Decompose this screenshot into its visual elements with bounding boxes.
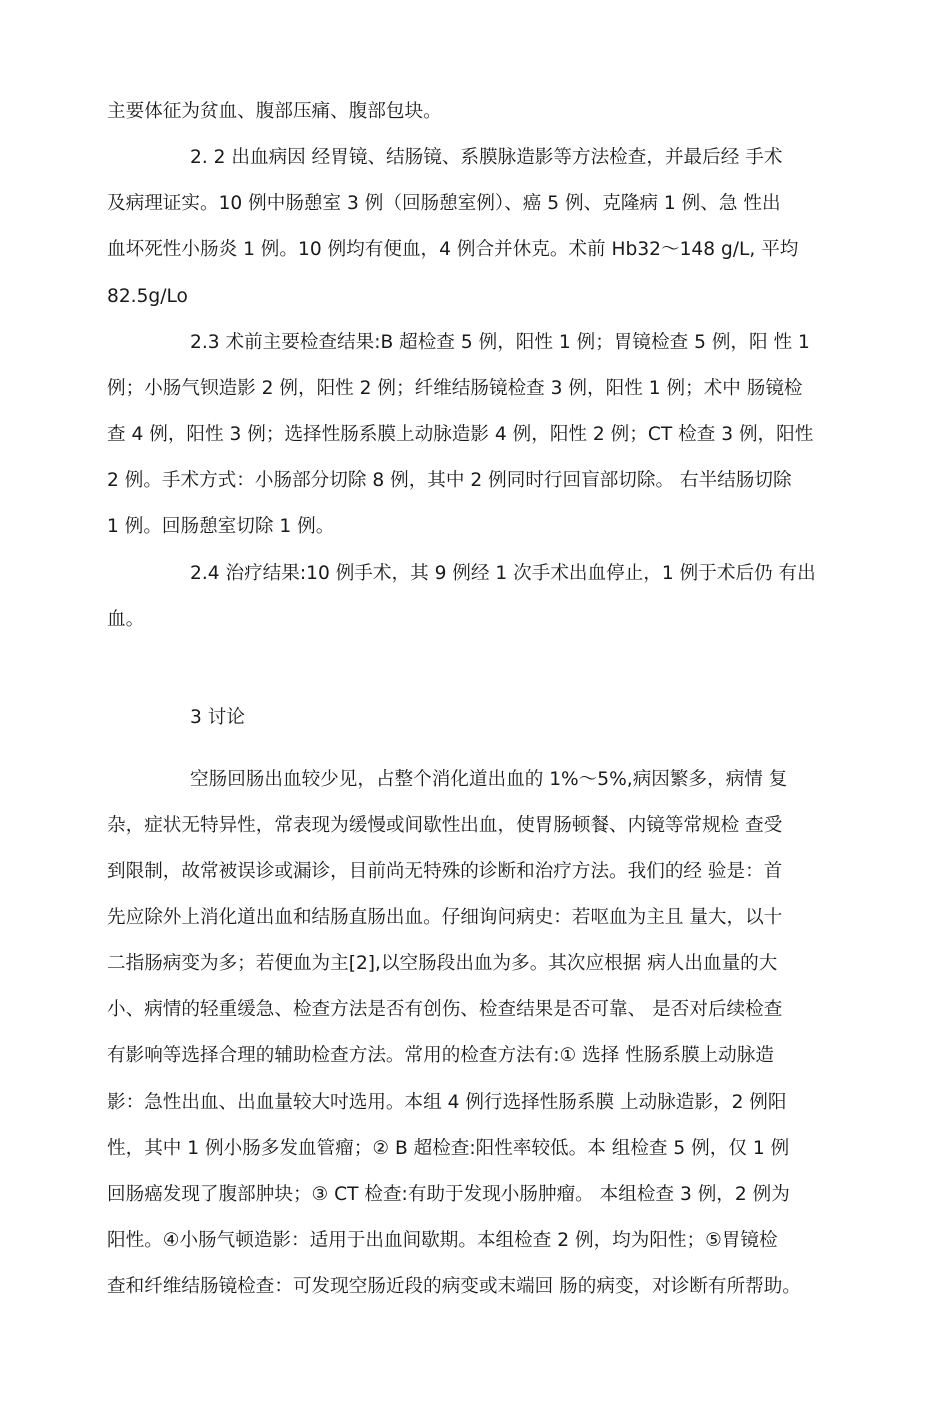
text-line: 到限制，故常被误诊或漏诊，目前尚无特殊的诊断和治疗方法。我们的经 验是：首 — [107, 861, 783, 882]
text-line: 2 例。手术方式：小肠部分切除 8 例，其中 2 例同时行回盲部切除。 右半结肠切除 — [107, 470, 792, 491]
text-line: 查和纤维结肠镜检查：可发现空肠近段的病变或末端回 肠的病变，对诊断有所帮助。 — [107, 1276, 801, 1297]
text-line: 及病理证实。10 例中肠憩室 3 例（回肠憩室例）、癌 5 例、克隆病 1 例、急 性出 — [107, 193, 781, 214]
text-line: 性，其中 1 例小肠多发血管瘤；② B 超检查:阳性率较低。本 组检查 5 例，仅 1 例 — [107, 1138, 790, 1159]
text-line: 小、病情的轻重缓急、检查方法是否有创伤、检查结果是否可靠、 是否对后续检查 — [107, 999, 783, 1020]
text-line: 查 4 例，阳性 3 例；选择性肠系膜上动脉造影 4 例，阳性 2 例；CT 检查 3 例，阳性 — [107, 424, 814, 445]
text-line: 1 例。回肠憩室切除 1 例。 — [107, 516, 335, 537]
text-line: 主要体征为贫血、腹部压痛、腹部包块。 — [107, 101, 442, 122]
text-line: 血。 — [107, 609, 145, 630]
text-line: 有影响等选择合理的辅助检查方法。常用的检查方法有:① 选择 性肠系膜上动脉造 — [107, 1045, 774, 1066]
text-line: 阳性。④小肠气顿造影：适用于出血间歇期。本组检查 2 例，均为阳性；⑤胃镜检 — [107, 1230, 778, 1251]
text-line: 82.5g/Lo — [107, 286, 188, 307]
section-heading: 3 讨论 — [190, 707, 245, 728]
text-line: 2.3 术前主要检查结果:B 超检查 5 例，阳性 1 例；胃镜检查 5 例，阳 性 1 — [190, 332, 810, 353]
text-line: 2.4 治疗结果:10 例手术，其 9 例经 1 次手术出血停止，1 例于术后仍 有出 — [190, 563, 816, 584]
text-line: 空肠回肠出血较少见，占整个消化道出血的 1%〜5%,病因繁多，病情 复 — [190, 769, 788, 790]
text-line: 二指肠病变为多；若便血为主[2],以空肠段出血为多。其次应根据 病人出血量的大 — [107, 953, 778, 974]
text-line: 2. 2 出血病因 经胃镜、结肠镜、系膜脉造影等方法检查，并最后经 手术 — [190, 147, 783, 168]
text-line: 影：急性出血、出血量较大吋选用。本组 4 例行选择性肠系膜 上动脉造影，2 例阳 — [107, 1092, 787, 1113]
text-line: 血坏死性小肠炎 1 例。10 例均有便血，4 例合并休克。术前 Hb32〜148 g/L, 平均 — [107, 239, 799, 260]
text-line: 例；小肠气钡造影 2 例，阳性 2 例；纤维结肠镜检查 3 例，阳性 1 例；术中 肠镜检 — [107, 378, 803, 399]
text-line: 杂，症状无特异性，常表现为缓慢或间歇性出血，使胃肠顿餐、内镜等常规检 查受 — [107, 815, 783, 836]
text-line: 回肠癌发现了腹部肿块；③ CT 检查:有助于发现小肠肿瘤。 本组检查 3 例，2 例为 — [107, 1184, 790, 1205]
text-line: 先应除外上消化道出血和结肠直肠出血。仔细询问病史：若呕血为主且 量大，以十 — [107, 907, 783, 928]
